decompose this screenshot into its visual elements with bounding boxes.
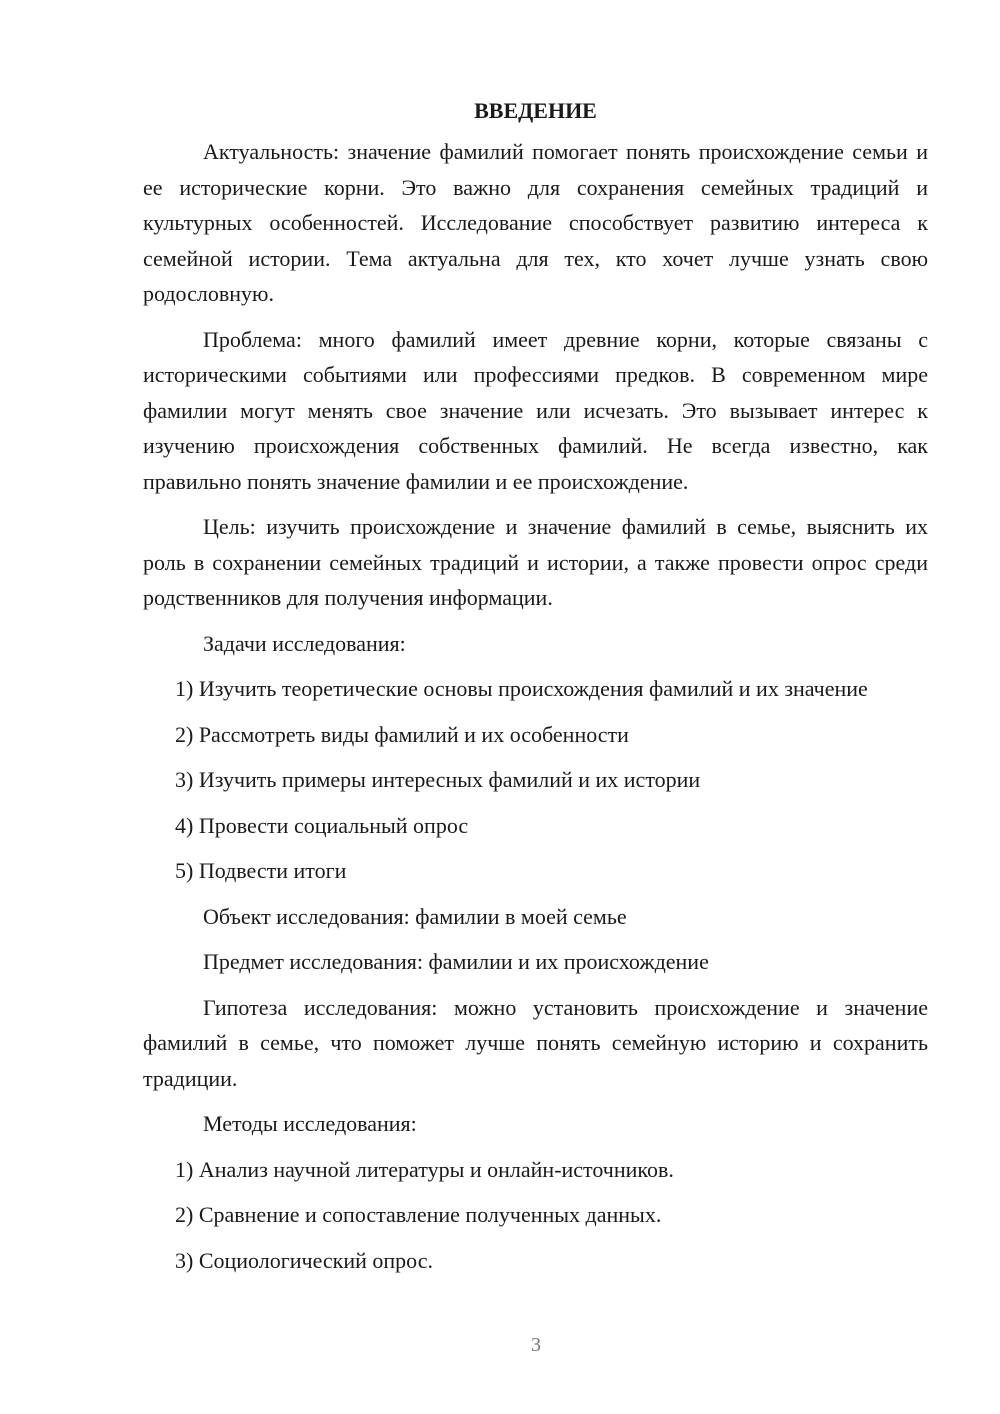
task-item: 3) Изучить примеры интересных фамилий и их истории <box>175 767 701 792</box>
task-item: 2) Рассмотреть виды фамилий и их особенности <box>175 721 629 747</box>
object-line: Объект исследования: фамилии в моей семье <box>203 903 627 929</box>
relevance-paragraph: Актуальность: значение фамилий помогает понять происхождение семьи и ее исторические корни. Это важно для сохранения семейных традиций и культурных особенностей. Исследование способствует развитию интереса к семейной истории. Тема актуальна для тех, кто хочет лучше узнать свою родословную. <box>143 139 928 306</box>
method-item: 2) Сравнение и сопоставление полученных данных. <box>175 1202 662 1227</box>
subject-line: Предмет исследования: фамилии и их происхождение <box>203 949 709 974</box>
goal-paragraph: Цель: изучить происхождение и значение фамилий в семье, выяснить их роль в сохранении семейных традиций и истории, а также провести опрос среди родственников для получения информации. <box>143 514 928 610</box>
method-item: 3) Социологический опрос. <box>175 1247 433 1273</box>
task-item: 4) Провести социальный опрос <box>175 812 469 838</box>
methods-title: Методы исследования: <box>203 1111 417 1136</box>
problem-paragraph: Проблема: много фамилий имеет древние корни, которые связаны с историческими событиями или профессиями предков. В современном мире фамилии могут менять свое значение или исчезать. Это вызывает интерес к изучению происхождения собственных фамилий. Не всегда известно, как правильно понять значение фамилии и ее происхождение. <box>143 326 928 494</box>
method-item: 1) Анализ научной литературы и онлайн-источников. <box>175 1156 674 1182</box>
hypothesis-paragraph: Гипотеза исследования: можно установить происхождение и значение фамилий в семье, что поможет лучше понять семейную историю и сохранить традиции. <box>143 994 928 1091</box>
task-item: 1) Изучить теоретические основы происхождения фамилий и их значение <box>175 676 868 701</box>
document-page <box>143 96 928 1278</box>
section-heading: ВВЕДЕНИЕ <box>474 98 597 123</box>
page-number: 3 <box>531 1334 541 1356</box>
task-item: 5) Подвести итоги <box>175 858 347 883</box>
tasks-title: Задачи исследования: <box>203 630 406 656</box>
